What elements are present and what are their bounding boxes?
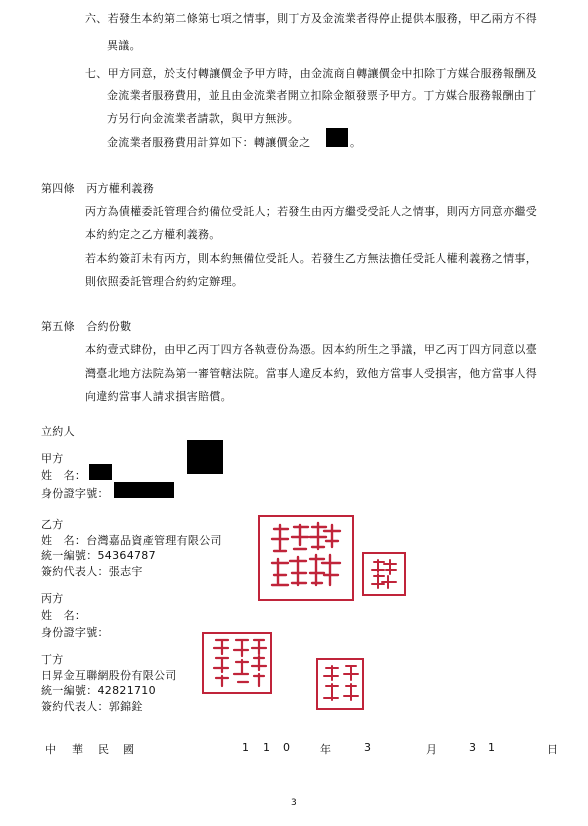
article-5-heading: 第五條 合約份數 <box>41 320 132 333</box>
article-5-line-3: 向違約當事人請求損害賠償。 <box>85 390 232 403</box>
clause-3-item-6-line-1: 六、若發生本約第二條第七項之情事，則丁方及金流業者得停止提供本服務，甲乙兩方不得 <box>85 12 537 25</box>
party-b-representative-seal <box>362 552 406 596</box>
party-d-representative-seal-art <box>318 660 362 708</box>
party-d-tax-id: 統一編號：42821710 <box>41 684 156 697</box>
page-number: 3 <box>291 798 297 808</box>
signatories-title: 立約人 <box>41 425 75 438</box>
date-year-digit-1: 1 <box>242 741 249 754</box>
party-b-company-seal-art <box>260 517 352 599</box>
date-era-2: 華 <box>72 743 83 756</box>
date-year-digit-2: 1 <box>263 741 270 754</box>
party-d-label: 丁方 <box>41 653 64 666</box>
party-c-id-label: 身份證字號： <box>41 626 109 639</box>
redacted-fee-rate <box>326 128 348 147</box>
party-a-name-label: 姓 名： <box>41 469 87 482</box>
clause-3-item-7-line-4: 金流業者服務費用計算如下：轉讓價金之 <box>107 136 311 149</box>
party-d-representative-seal <box>316 658 364 710</box>
article-5-line-1: 本約壹式肆份，由甲乙丙丁四方各執壹份為憑。因本約所生之爭議，甲乙丙丁四方同意以臺 <box>85 343 537 356</box>
clause-3-item-7-line-2: 金流業者服務費用，並且由金流業者開立扣除金額發票予甲方。丁方媒合服務報酬由丁 <box>107 89 537 102</box>
clause-3-item-7-line-1: 七、甲方同意，於支付轉讓價金予甲方時，由金流商自轉讓價金中扣除丁方媒合服務報酬及 <box>85 67 537 80</box>
date-day-digit-2: 1 <box>488 741 495 754</box>
date-day-unit: 日 <box>547 743 558 756</box>
redacted-party-a-signature <box>187 440 223 474</box>
date-era-4: 國 <box>123 743 134 756</box>
party-d-representative: 簽約代表人：郭錦銓 <box>41 700 143 713</box>
party-d-company-seal-art <box>204 634 270 692</box>
party-b-representative-seal-art <box>364 554 404 594</box>
article-4-line-1: 丙方為債權委託管理合約備位受託人；若發生由丙方繼受受託人之情事，則丙方同意亦繼受 <box>85 205 537 218</box>
article-4-line-4: 則依照委託管理合約約定辦理。 <box>85 275 244 288</box>
date-era-1: 中 <box>45 743 56 756</box>
article-4-line-2: 本約約定之乙方權利義務。 <box>85 228 221 241</box>
article-4-line-3: 若本約簽訂未有丙方，則本約無備位受託人。若發生乙方無法擔任受託人權利義務之情事， <box>85 252 537 265</box>
party-b-representative: 簽約代表人：張志宇 <box>41 565 143 578</box>
article-5-line-2: 灣臺北地方法院為第一審管轄法院。當事人違反本約，致他方當事人受損害，他方當事人得 <box>85 367 537 380</box>
clause-3-item-7-line-3: 方另行向金流業者請款，與甲方無涉。 <box>107 112 300 125</box>
party-c-name-label: 姓 名： <box>41 609 87 622</box>
party-a-id-label: 身份證字號： <box>41 487 109 500</box>
date-month: 3 <box>364 741 371 754</box>
clause-3-item-6-line-2: 異議。 <box>107 39 141 52</box>
party-a-label: 甲方 <box>41 452 64 465</box>
party-d-company-seal <box>202 632 272 694</box>
date-year-digit-3: 0 <box>283 741 290 754</box>
date-year-unit: 年 <box>320 743 331 756</box>
date-month-unit: 月 <box>426 743 437 756</box>
date-day-digit-1: 3 <box>469 741 476 754</box>
redacted-party-a-name <box>89 464 112 480</box>
party-c-label: 丙方 <box>41 592 64 605</box>
party-b-name: 姓 名：台灣嘉品資產管理有限公司 <box>41 534 222 547</box>
party-d-company: 日昇金互聯網股份有限公司 <box>41 669 177 682</box>
article-4-heading: 第四條 丙方權利義務 <box>41 182 154 195</box>
party-b-company-seal <box>258 515 354 601</box>
redacted-party-a-id <box>114 482 174 498</box>
party-b-tax-id: 統一編號：54364787 <box>41 549 156 562</box>
clause-3-item-7-line-4-end: 。 <box>350 136 362 149</box>
party-b-label: 乙方 <box>41 518 64 531</box>
date-era-3: 民 <box>98 743 109 756</box>
